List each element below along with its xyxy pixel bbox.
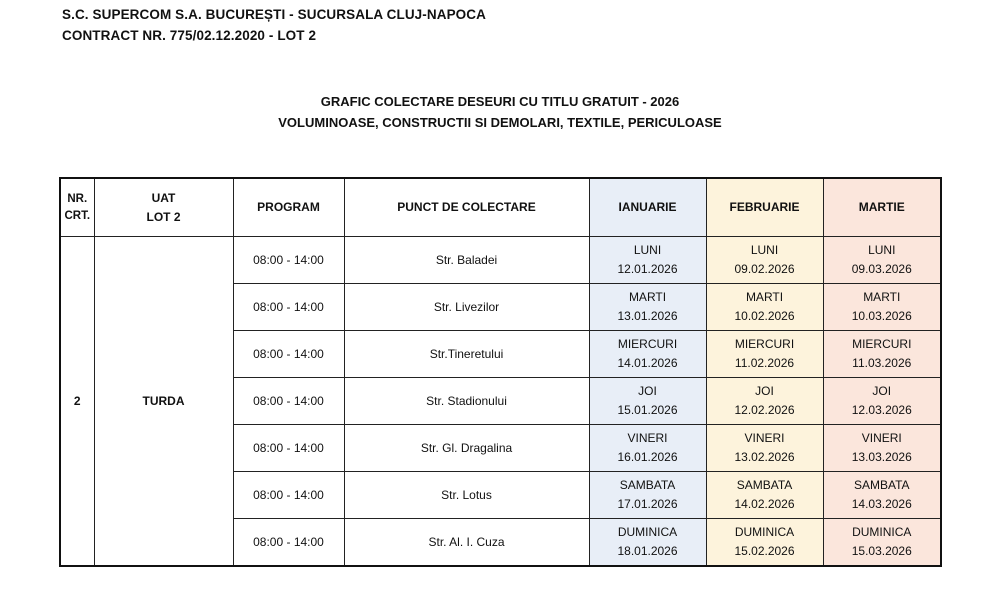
date-label: 15.01.2026: [617, 403, 678, 417]
februarie-date-cell: [706, 425, 823, 472]
program-cell: 08:00 - 14:00: [233, 237, 344, 284]
date-label: 14.01.2026: [617, 356, 678, 370]
date-label: 10.03.2026: [851, 309, 912, 323]
weekday-label: MARTI: [628, 290, 667, 304]
document-subtitle: VOLUMINOASE, CONSTRUCTII SI DEMOLARI, TEXTILE, PERICULOASE: [278, 115, 722, 130]
collection-point-cell: Str. Livezilor: [344, 284, 589, 331]
weekday-label: LUNI: [633, 243, 662, 257]
date-label: 12.03.2026: [851, 403, 912, 417]
ianuarie-date-cell: [589, 472, 706, 519]
februarie-date-cell: [706, 378, 823, 425]
weekday-label: JOI: [872, 384, 892, 398]
collection-point-cell: Str. Baladei: [344, 237, 589, 284]
header-nr-line2: CRT.: [64, 209, 91, 222]
program-cell: 08:00 - 14:00: [233, 519, 344, 567]
weekday-label: VINERI: [627, 431, 668, 445]
program-cell: 08:00 - 14:00: [233, 378, 344, 425]
collection-point-cell: Str. Lotus: [344, 472, 589, 519]
date-label: 09.03.2026: [851, 262, 912, 276]
date-label: 11.02.2026: [734, 356, 795, 370]
header-martie: MARTIE: [823, 178, 941, 237]
martie-date-cell: [823, 331, 941, 378]
weekday-label: SAMBATA: [736, 478, 793, 492]
weekday-label: LUNI: [868, 243, 896, 257]
program-cell: 08:00 - 14:00: [233, 472, 344, 519]
februarie-date-cell: [706, 284, 823, 331]
contract-number: CONTRACT NR. 775/02.12.2020 - LOT 2: [62, 28, 317, 43]
date-label: 14.03.2026: [851, 497, 912, 511]
program-cell: 08:00 - 14:00: [233, 425, 344, 472]
header-uat: [94, 178, 233, 237]
date-label: 16.01.2026: [617, 450, 678, 464]
header-uat-line2: LOT 2: [146, 209, 181, 224]
weekday-label: VINERI: [744, 431, 785, 445]
weekday-label: MARTI: [745, 290, 784, 304]
table-row: [60, 237, 941, 284]
weekday-label: JOI: [638, 384, 657, 398]
document-title: GRAFIC COLECTARE DESEURI CU TITLU GRATUIT - 2026: [320, 94, 680, 109]
martie-date-cell: [823, 425, 941, 472]
weekday-label: MIERCURI: [852, 337, 912, 351]
collection-point-cell: Str. Al. I. Cuza: [344, 519, 589, 567]
date-label: 12.02.2026: [734, 403, 795, 417]
program-cell: 08:00 - 14:00: [233, 331, 344, 378]
weekday-label: MARTI: [863, 290, 901, 304]
collection-point-cell: Str. Stadionului: [344, 378, 589, 425]
martie-date-cell: [823, 284, 941, 331]
weekday-label: SAMBATA: [853, 478, 910, 492]
februarie-date-cell: [706, 472, 823, 519]
date-label: 13.01.2026: [617, 309, 678, 323]
ianuarie-date-cell: [589, 331, 706, 378]
date-label: 15.02.2026: [734, 544, 795, 558]
weekday-label: DUMINICA: [852, 525, 912, 539]
header-uat-line1: UAT: [151, 190, 176, 205]
date-label: 13.03.2026: [851, 450, 912, 464]
ianuarie-date-cell: [589, 425, 706, 472]
header-program: PROGRAM: [233, 178, 344, 237]
nr-crt-cell: 2: [60, 237, 94, 567]
collection-point-cell: Str. Gl. Dragalina: [344, 425, 589, 472]
date-label: 15.03.2026: [851, 544, 912, 558]
martie-date-cell: [823, 472, 941, 519]
collection-point-cell: Str.Tineretului: [344, 331, 589, 378]
header-ianuarie: IANUARIE: [589, 178, 706, 237]
date-label: 14.02.2026: [734, 497, 795, 511]
date-label: 17.01.2026: [617, 497, 678, 511]
weekday-label: DUMINICA: [617, 525, 678, 539]
ianuarie-date-cell: [589, 237, 706, 284]
weekday-label: DUMINICA: [734, 525, 795, 539]
weekday-label: VINERI: [861, 431, 902, 445]
company-name: S.C. SUPERCOM S.A. BUCUREȘTI - SUCURSALA CLUJ-NAPOCA: [62, 7, 486, 22]
header-nr-crt: [60, 178, 94, 237]
date-label: 12.01.2026: [617, 262, 678, 276]
weekday-label: LUNI: [750, 243, 779, 257]
collection-schedule-table: [59, 177, 942, 567]
program-cell: 08:00 - 14:00: [233, 284, 344, 331]
weekday-label: MIERCURI: [617, 337, 678, 351]
februarie-date-cell: [706, 237, 823, 284]
date-label: 18.01.2026: [617, 544, 678, 558]
date-label: 13.02.2026: [734, 450, 795, 464]
date-label: 11.03.2026: [852, 356, 912, 370]
ianuarie-date-cell: [589, 284, 706, 331]
februarie-date-cell: [706, 331, 823, 378]
table-header-row: [60, 178, 941, 237]
ianuarie-date-cell: [589, 378, 706, 425]
weekday-label: MIERCURI: [734, 337, 795, 351]
weekday-label: JOI: [755, 384, 774, 398]
weekday-label: SAMBATA: [619, 478, 676, 492]
martie-date-cell: [823, 237, 941, 284]
martie-date-cell: [823, 378, 941, 425]
februarie-date-cell: [706, 519, 823, 567]
martie-date-cell: [823, 519, 941, 567]
ianuarie-date-cell: [589, 519, 706, 567]
uat-cell: TURDA: [94, 237, 233, 567]
header-nr-line1: NR.: [67, 192, 88, 205]
date-label: 10.02.2026: [734, 309, 795, 323]
header-punct-colectare: PUNCT DE COLECTARE: [344, 178, 589, 237]
header-februarie: FEBRUARIE: [706, 178, 823, 237]
date-label: 09.02.2026: [734, 262, 795, 276]
